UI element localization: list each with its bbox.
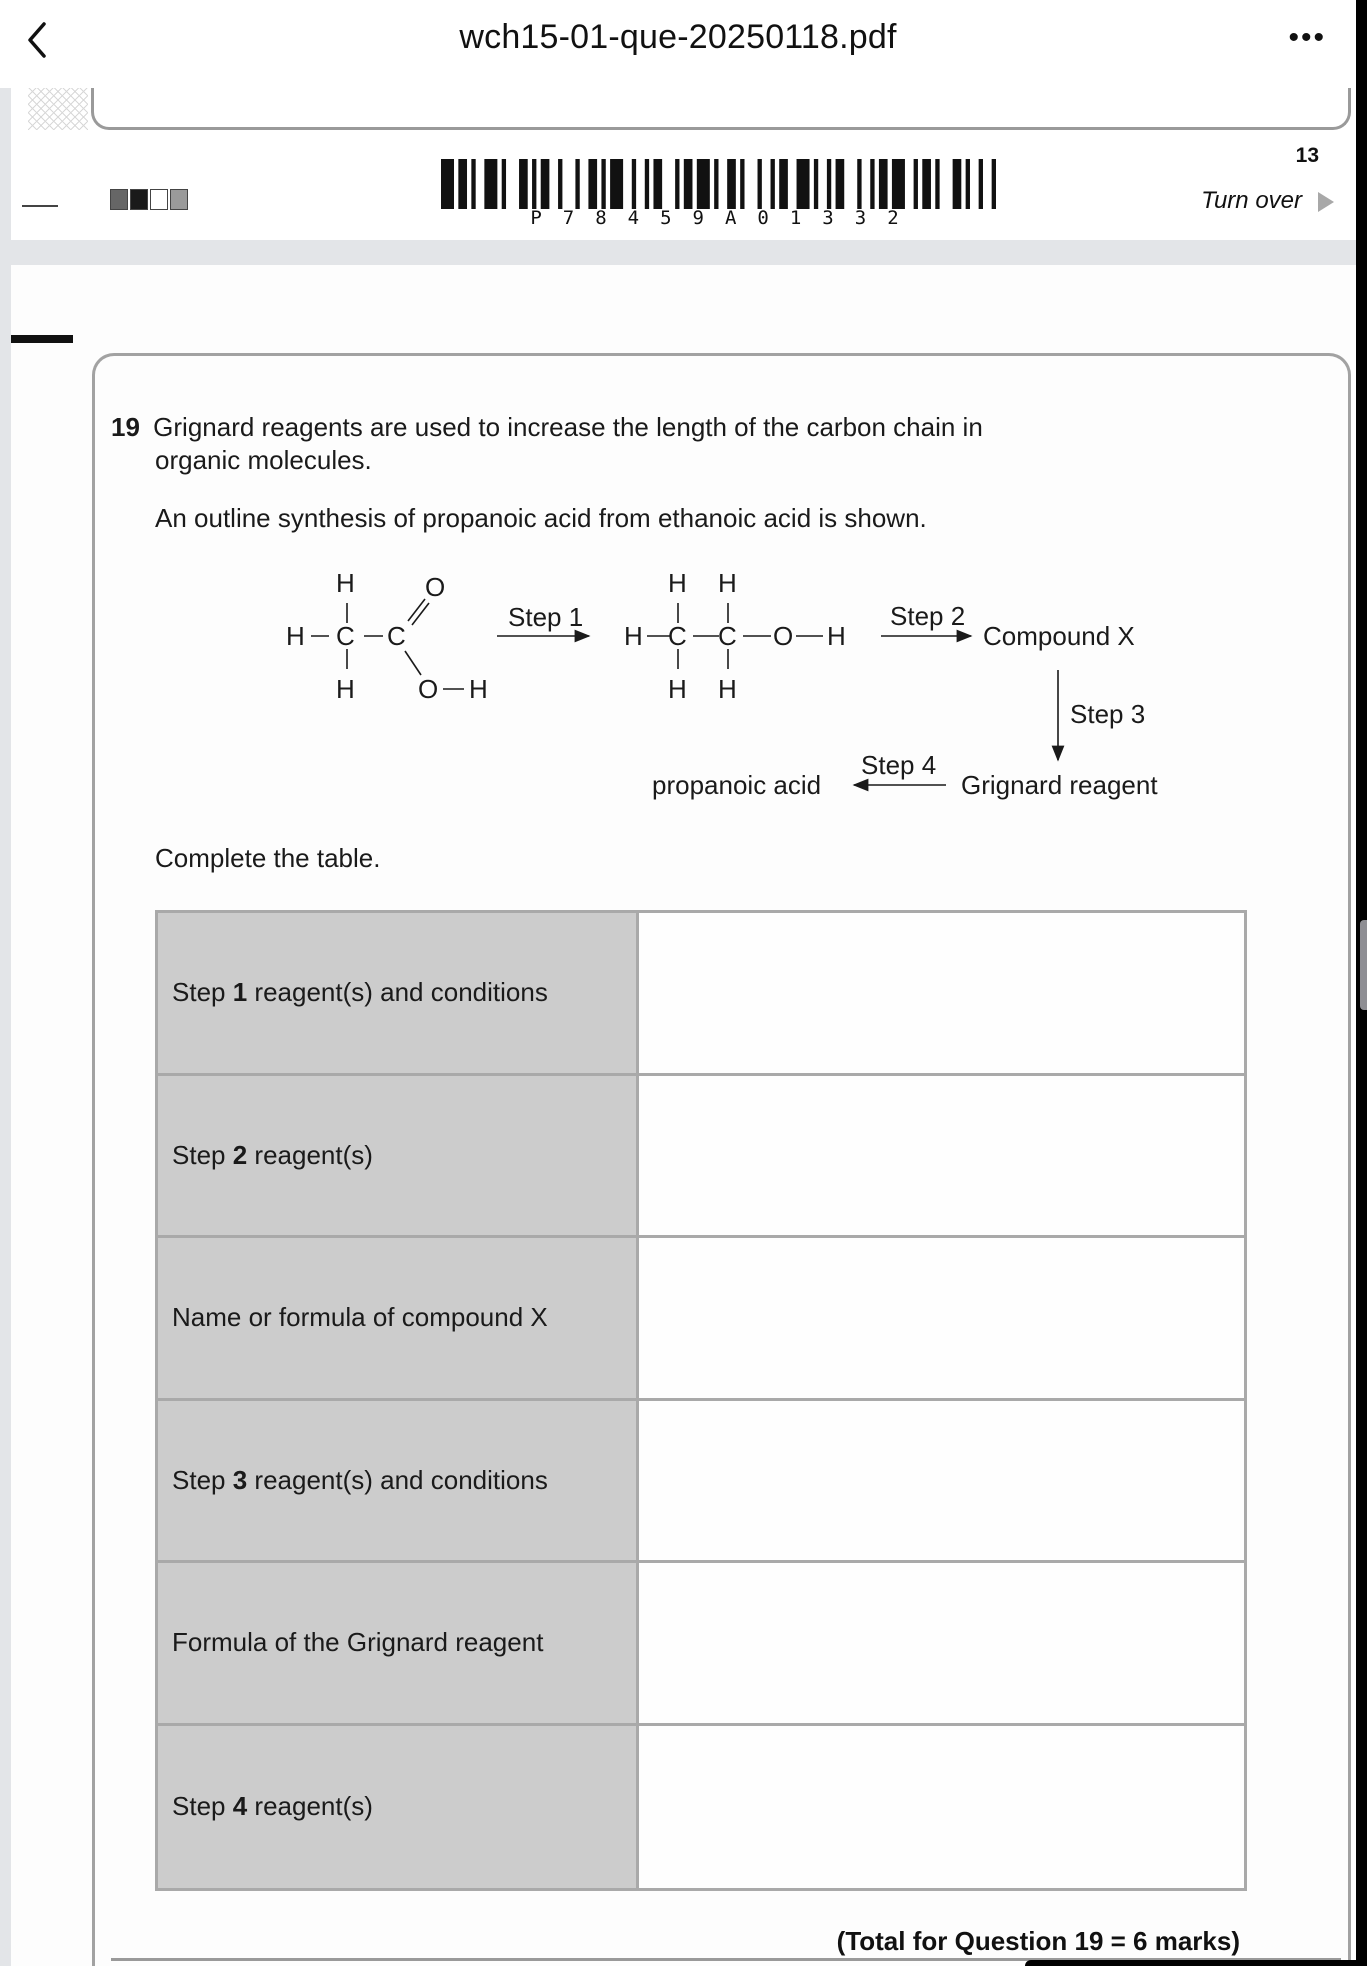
barcode-bar [870, 159, 874, 209]
hatch-pattern [28, 88, 88, 130]
atom-h: H [827, 621, 846, 651]
row-label: Step 3 reagent(s) and conditions [158, 1401, 639, 1561]
atom-h: H [668, 674, 687, 704]
atom-h: H [668, 568, 687, 598]
barcode-bar [914, 159, 918, 209]
barcode-bar [541, 159, 550, 209]
barcode-bar [758, 159, 762, 209]
barcode-bar [740, 159, 744, 209]
barcode-bar [575, 159, 579, 209]
barcode-bar [979, 159, 983, 209]
barcode-bar [827, 159, 831, 209]
barcode-bar [532, 159, 536, 209]
atom-c: C [336, 621, 355, 651]
barcode-bar [502, 159, 506, 209]
document-title: wch15-01-que-20250118.pdf [459, 18, 897, 56]
barcode-bar [684, 159, 693, 209]
atom-c: C [718, 621, 737, 651]
current-page [11, 265, 1356, 1966]
barcode-bar [714, 159, 718, 209]
barcode-bar [814, 159, 818, 209]
question-line-2: organic molecules. [155, 445, 372, 475]
question-number: 19 [111, 412, 140, 442]
barcode-bar [653, 159, 662, 209]
atom-o: O [418, 674, 439, 704]
barcode-bar [879, 159, 888, 209]
barcode-bar [992, 159, 996, 209]
barcode-bar [588, 159, 597, 209]
atom-h: H [469, 674, 488, 704]
barcode-bar [675, 159, 679, 209]
barcode-bar [601, 159, 605, 209]
step3-label: Step 3 [1070, 699, 1146, 729]
question-intro: An outline synthesis of propanoic acid from ethanoic acid is shown. [155, 503, 927, 533]
row-label: Step 4 reagent(s) [158, 1726, 639, 1889]
barcode-bar [922, 159, 931, 209]
ellipsis-icon[interactable]: ••• [1288, 21, 1326, 54]
answer-table [155, 910, 1247, 1891]
row-label: Name or formula of compound X [158, 1238, 639, 1398]
atom-c: C [668, 621, 687, 651]
table-row [158, 1401, 1244, 1564]
nav-bar [0, 0, 1356, 88]
synthesis-diagram [11, 265, 1356, 825]
barcode-bar [458, 159, 467, 209]
atom-h: H [336, 568, 355, 598]
table-row [158, 1076, 1244, 1239]
answer-cell[interactable] [639, 1238, 1244, 1398]
barcode-bar [558, 159, 562, 209]
bond [405, 651, 421, 675]
barcode-bar [935, 159, 939, 209]
barcode-bar [645, 159, 649, 209]
atom-h: H [718, 568, 737, 598]
question-line-1: 19 Grignard reagents are used to increase the length of the carbon chain in [111, 412, 983, 442]
answer-cell[interactable] [639, 1563, 1244, 1723]
turn-over-label: Turn over [1201, 187, 1302, 214]
answer-cell[interactable] [639, 1726, 1244, 1889]
bond [412, 603, 429, 625]
compound-x-label: Compound X [983, 621, 1135, 651]
table-instruction: Complete the table. [155, 843, 381, 873]
step1-label: Step 1 [508, 602, 584, 632]
barcode-bar [632, 159, 636, 209]
barcode-bar [727, 159, 736, 209]
barcode-bar [779, 159, 788, 209]
answer-cell[interactable] [639, 913, 1244, 1073]
table-row [158, 1563, 1244, 1726]
turn-over-arrow-icon [1318, 192, 1334, 212]
barcode-bar [857, 159, 861, 209]
propanoic-acid-label: propanoic acid [652, 770, 822, 800]
barcode-bar [953, 159, 962, 209]
barcode-bar [697, 159, 710, 209]
previous-page [11, 88, 1356, 240]
barcode-number: P78459A01332 [530, 207, 920, 229]
step4-label: Step 4 [861, 750, 937, 780]
barcode-bar [836, 159, 845, 209]
barcode-bar [484, 159, 497, 209]
barcode-bar [771, 159, 775, 209]
answer-cell[interactable] [639, 1401, 1244, 1561]
atom-h: H [336, 674, 355, 704]
question-total-marks: (Total for Question 19 = 6 marks) [836, 1926, 1240, 1956]
table-row [158, 1238, 1244, 1401]
atom-h: H [286, 621, 305, 651]
registration-marks [110, 189, 188, 210]
answer-cell[interactable] [639, 1076, 1244, 1236]
crop-mark [22, 205, 58, 207]
row-label: Step 1 reagent(s) and conditions [158, 913, 639, 1073]
barcode-bar [441, 159, 454, 209]
barcode [441, 159, 1009, 209]
barcode-bar [471, 159, 475, 209]
grignard-reagent-label: Grignard reagent [961, 770, 1158, 800]
barcode-bar [610, 159, 623, 209]
atom-h: H [718, 674, 737, 704]
bond [408, 599, 425, 621]
barcode-bar [966, 159, 970, 209]
barcode-bar [797, 159, 810, 209]
page-number: 13 [1295, 144, 1319, 167]
atom-o: O [773, 621, 794, 651]
barcode-bar [519, 159, 528, 209]
scrollbar-thumb[interactable] [1360, 920, 1367, 1010]
atom-c: C [387, 621, 406, 651]
row-label: Step 2 reagent(s) [158, 1076, 639, 1236]
home-indicator [1025, 1960, 1367, 1966]
table-row [158, 913, 1244, 1076]
atom-o: O [425, 572, 446, 602]
barcode-bar [892, 159, 905, 209]
table-row [158, 1726, 1244, 1889]
atom-h: H [624, 621, 643, 651]
row-label: Formula of the Grignard reagent [158, 1563, 639, 1723]
step2-label: Step 2 [890, 601, 966, 631]
